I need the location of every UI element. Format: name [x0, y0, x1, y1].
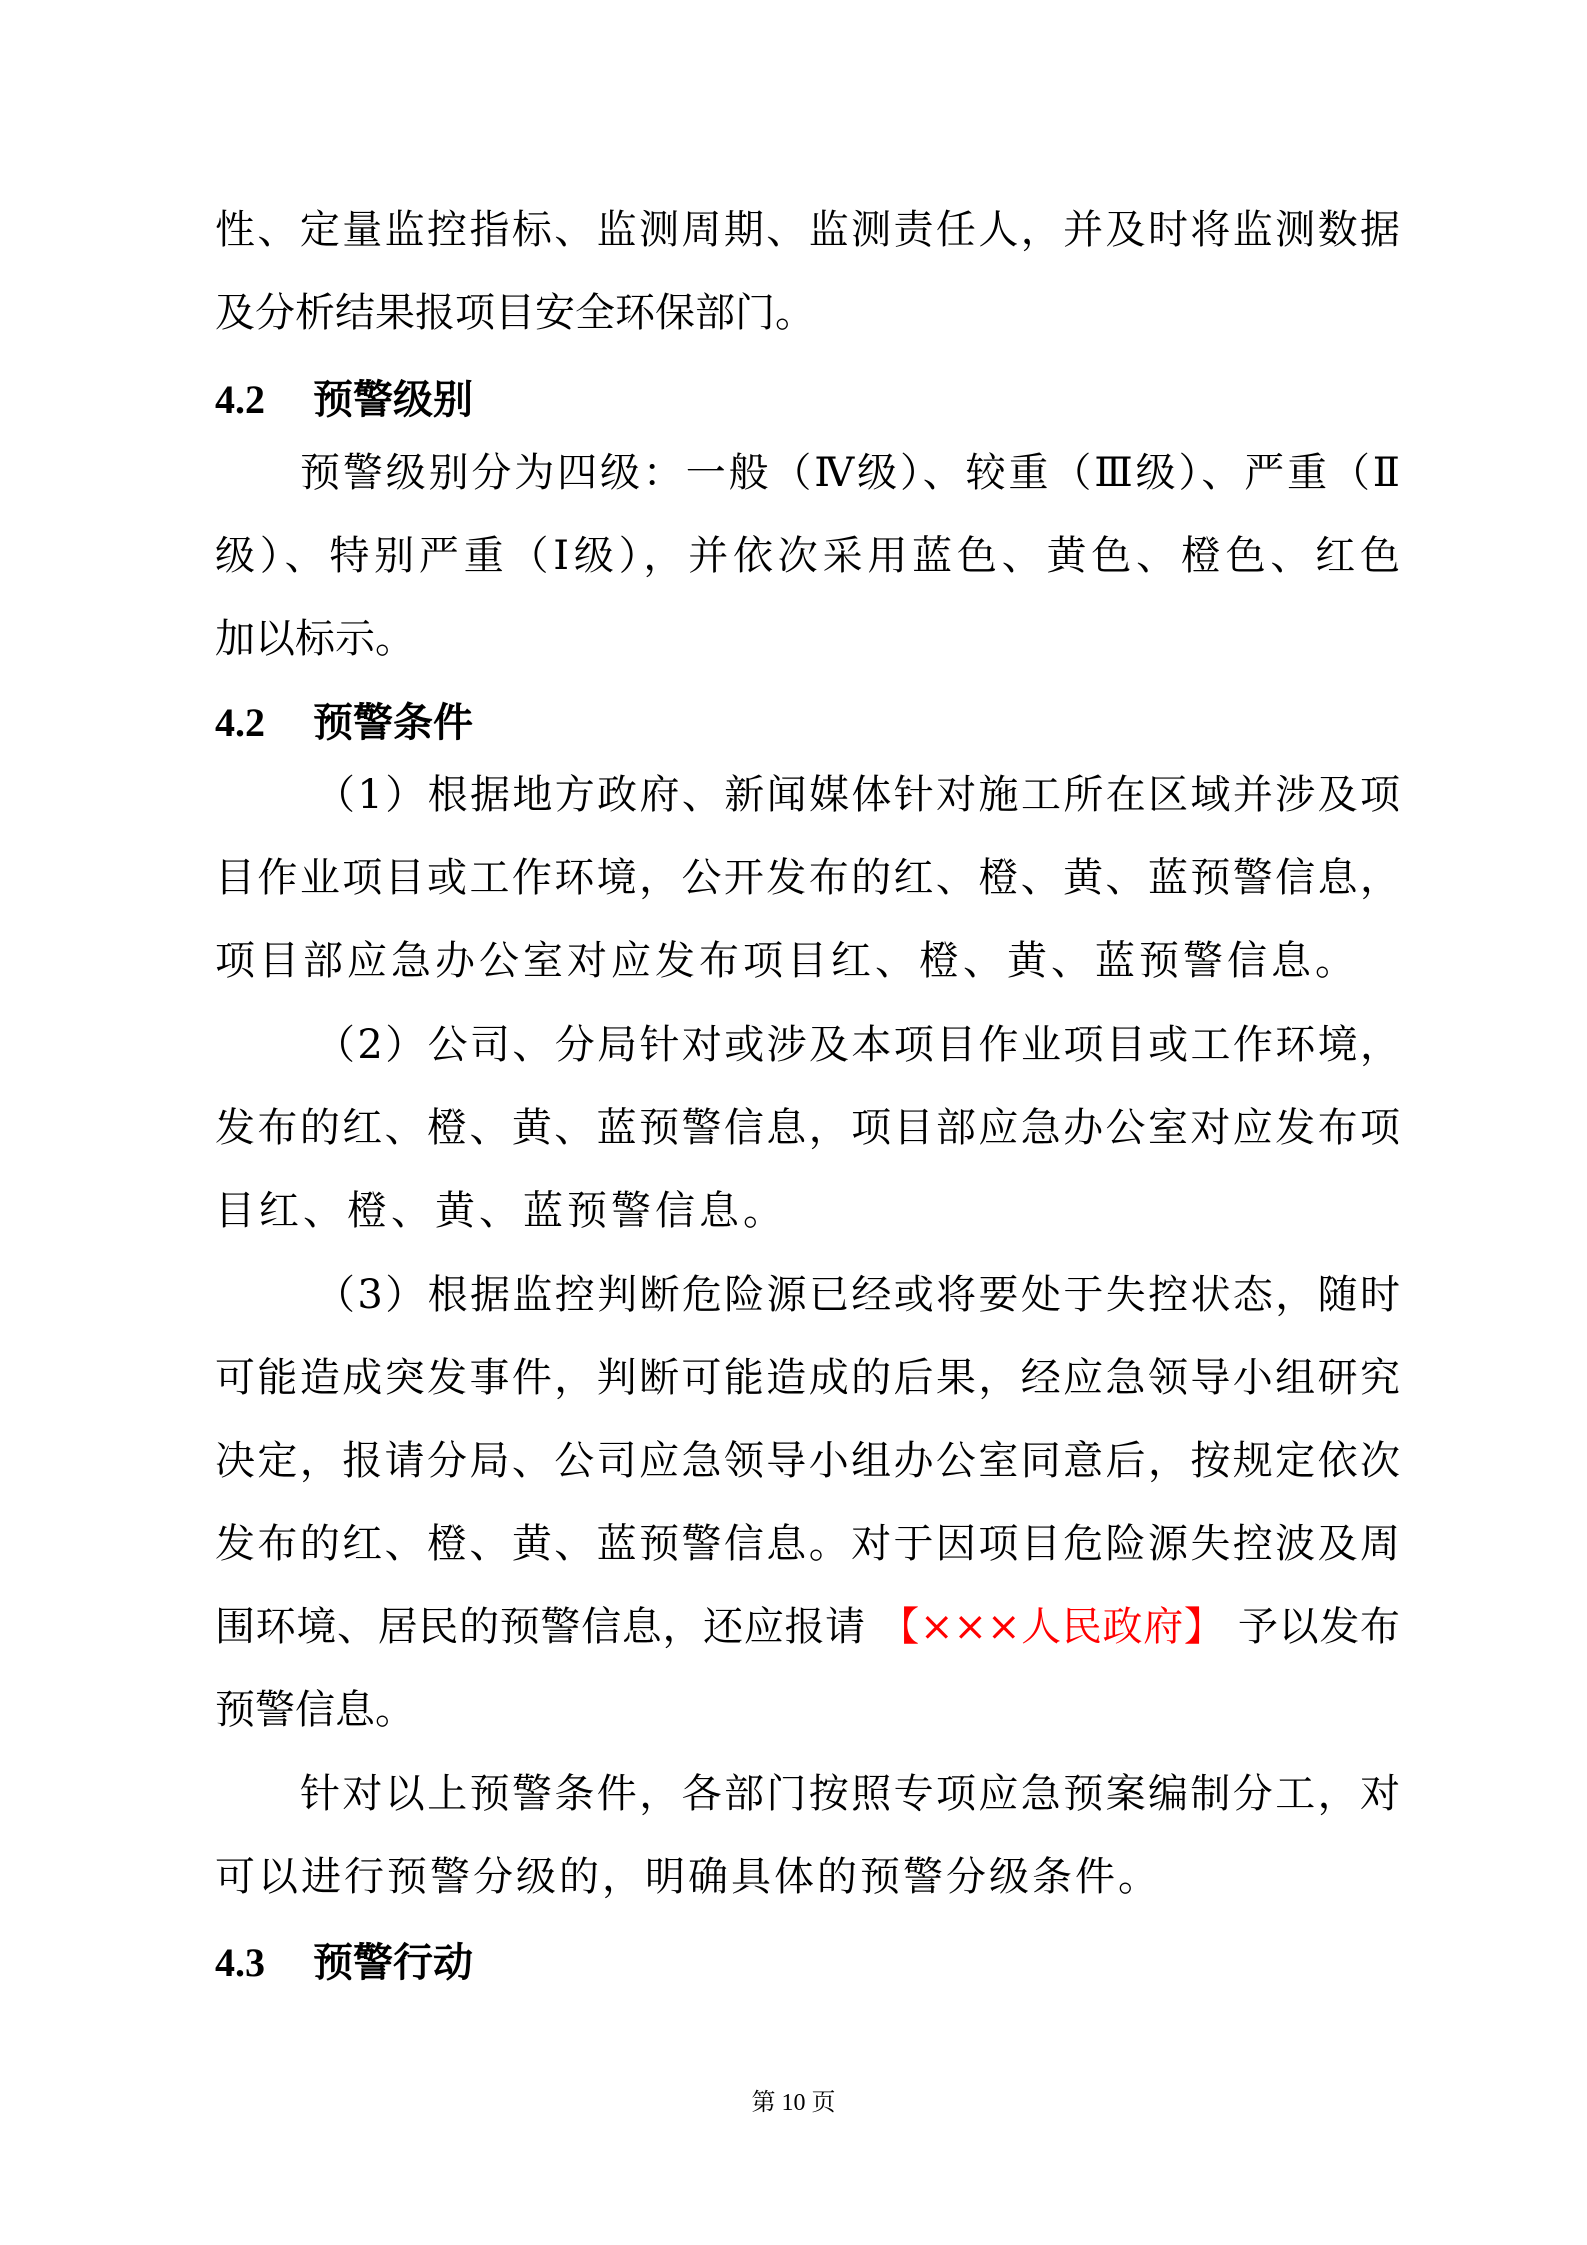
section-heading [215, 372, 1400, 428]
paragraph-line: 针对以上预警条件，各部门按照专项应急预案编制分工，对 [300, 1771, 1400, 1817]
heading-title: 预警行动 [313, 1939, 473, 1986]
paragraph-line: 发布的红、橙、黄、蓝预警信息，项目部应急办公室对应发布项 [215, 1105, 1400, 1151]
paragraph-line: 项目部应急办公室对应发布项目红、橙、黄、蓝预警信息。 [215, 938, 1359, 984]
paragraph-line: 可以进行预警分级的，明确具体的预警分级条件。 [215, 1854, 1161, 1900]
paragraph-line: （1）根据地方政府、新闻媒体针对施工所在区域并涉及项 [315, 772, 1400, 818]
paragraph-line: 发布的红、橙、黄、蓝预警信息。对于因项目危险源失控波及周 [215, 1521, 1400, 1567]
paragraph-line: 加以标示。 [215, 616, 415, 662]
paragraph-line: （2）公司、分局针对或涉及本项目作业项目或工作环境， [315, 1022, 1400, 1068]
heading-number: 4.2 [215, 700, 265, 745]
text-span: 予以发布 [1238, 1604, 1401, 1650]
paragraph-line: （3）根据监控判断危险源已经或将要处于失控状态，随时 [315, 1272, 1400, 1318]
paragraph-line: 目红、橙、黄、蓝预警信息。 [215, 1188, 787, 1234]
paragraph-line [215, 1599, 1400, 1655]
section-heading [215, 695, 1400, 751]
paragraph-line: 及分析结果报项目安全环保部门。 [215, 290, 815, 336]
placeholder-highlight: 【×××人民政府】 [879, 1604, 1225, 1650]
paragraph-line: 可能造成突发事件，判断可能造成的后果，经应急领导小组研究 [215, 1355, 1400, 1401]
paragraph-line: 性、定量监控指标、监测周期、监测责任人，并及时将监测数据 [215, 207, 1400, 253]
paragraph-line: 预警信息。 [215, 1687, 415, 1733]
heading-number: 4.3 [215, 1940, 265, 1985]
paragraph-line: 预警级别分为四级：一般（Ⅳ级）、较重（Ⅲ级）、严重（Ⅱ [300, 450, 1400, 496]
heading-title: 预警条件 [313, 699, 473, 746]
paragraph-line: 决定，报请分局、公司应急领导小组办公室同意后，按规定依次 [215, 1438, 1400, 1484]
paragraph-line: 级）、特别严重（Ⅰ级），并依次采用蓝色、黄色、橙色、红色 [215, 533, 1400, 579]
heading-number: 4.2 [215, 377, 265, 422]
page-number: 第 10 页 [751, 2090, 836, 2116]
section-heading [215, 1935, 1400, 1991]
paragraph-line: 目作业项目或工作环境，公开发布的红、橙、黄、蓝预警信息， [215, 855, 1400, 901]
heading-title: 预警级别 [313, 376, 473, 423]
text-span: 围环境、居民的预警信息，还应报请 [215, 1604, 866, 1650]
